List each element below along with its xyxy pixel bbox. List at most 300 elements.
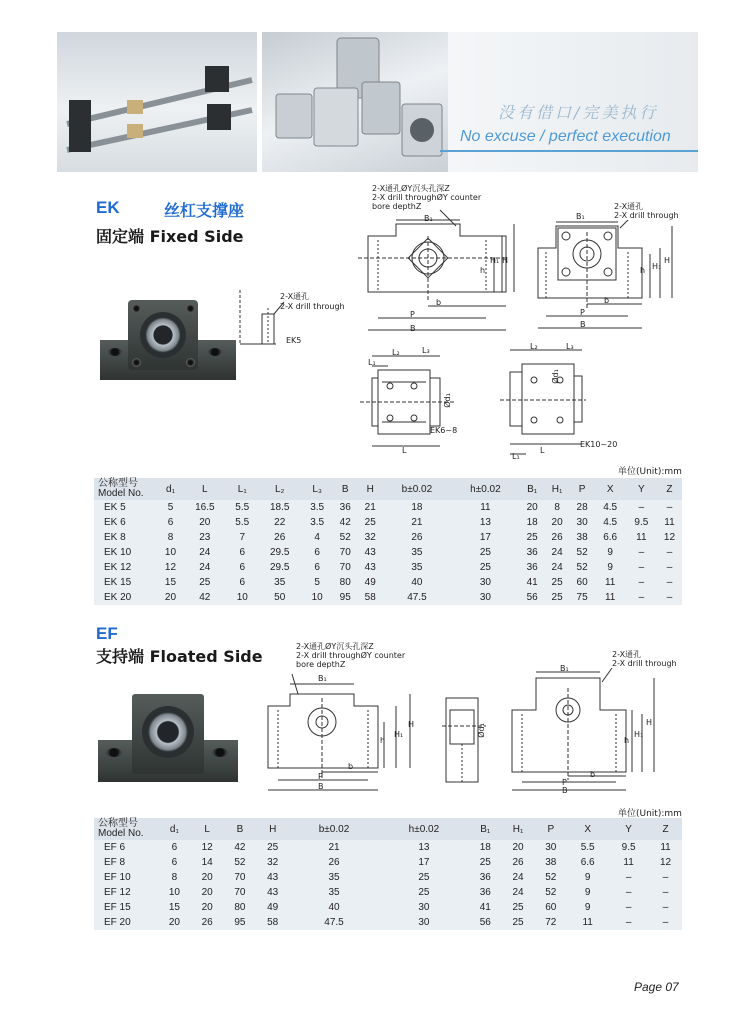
table-cell: –	[638, 547, 645, 558]
ek10-dim-l2: L₂	[530, 342, 538, 351]
table-cell: 23	[199, 532, 211, 543]
table-cell: 20	[201, 887, 213, 898]
ek-drill-label-en: 2-X drill through	[614, 211, 679, 220]
ek10-20-label: EK10~20	[580, 440, 618, 449]
table-cell: 24	[512, 872, 524, 883]
table-cell: –	[662, 917, 669, 928]
ek2-dim-h: h	[640, 266, 646, 275]
table-cell: 20	[164, 592, 177, 603]
table-cell: 30	[479, 577, 491, 588]
table-cell: 9	[584, 887, 591, 898]
ek-counterbore-label-en2: bore depthZ	[372, 202, 422, 211]
column-header: X	[584, 823, 591, 835]
table-cell: 20	[201, 872, 213, 883]
ek10-dim-l3: L₃	[566, 342, 574, 351]
table-cell: 52	[576, 547, 588, 558]
table-cell: 21	[364, 502, 376, 513]
table-cell: 3.5	[310, 517, 325, 528]
table-cell: 26	[551, 532, 563, 543]
table-cell: 6	[171, 842, 178, 853]
table-cell: –	[662, 887, 669, 898]
table-cell: 8	[167, 532, 174, 543]
table-cell: –	[625, 872, 632, 883]
table-cell: 20	[512, 842, 524, 853]
table-cell: –	[666, 502, 673, 513]
ef2-dim-b: b	[590, 770, 596, 779]
ek2-dim-p: P	[580, 308, 585, 317]
model-cell: EK 5	[104, 502, 126, 513]
table-cell: 52	[234, 857, 246, 868]
table-cell: –	[638, 592, 645, 603]
table-cell: –	[625, 902, 632, 913]
table-cell: 24	[551, 547, 563, 558]
ek-counterbore-label-en1: 2-X drill throughØY counter	[372, 193, 482, 202]
table-cell: 12	[663, 532, 676, 543]
table-cell: 5.5	[580, 842, 595, 853]
ek5-drill-label-cn: 2-X通孔	[280, 292, 310, 301]
ek-counterbore-label-cn: 2-X通孔ØY沉头孔深Z	[372, 184, 450, 193]
table-cell: 5	[167, 502, 174, 513]
ek10-dim-l1: L₁	[512, 452, 520, 461]
table-cell: 9.5	[634, 517, 649, 528]
page-number: Page 07	[634, 980, 679, 994]
table-cell: –	[662, 902, 669, 913]
table-cell: 50	[274, 592, 286, 603]
ek6-dim-l2: L₂	[392, 348, 400, 357]
column-header: b±0.02	[401, 483, 433, 495]
table-cell: 43	[364, 562, 376, 573]
table-cell: 25	[551, 577, 563, 588]
ef-dim-d1: Ød₁	[476, 723, 486, 738]
table-row	[94, 590, 682, 605]
table-row	[94, 545, 682, 560]
column-header: L	[204, 823, 210, 835]
table-cell: 70	[234, 872, 246, 883]
table-cell: 42	[199, 592, 211, 603]
table-cell: 70	[234, 887, 246, 898]
table-cell: 49	[364, 577, 376, 588]
column-header: d₁	[166, 483, 175, 495]
ef-dim-h1: H₁	[394, 730, 404, 739]
column-header: Z	[662, 823, 669, 835]
bearing-blocks-photo	[262, 32, 448, 172]
table-cell: 20	[551, 517, 563, 528]
table-cell: 43	[267, 872, 279, 883]
model-cell: EK 6	[104, 517, 126, 528]
table-cell: –	[666, 562, 673, 573]
table-cell: 25	[526, 532, 538, 543]
ef-product-photo	[98, 688, 238, 792]
table-cell: 20	[201, 902, 213, 913]
table-row	[94, 500, 682, 515]
column-header: L	[202, 483, 208, 495]
table-cell: 11	[604, 592, 616, 603]
table-cell: 49	[267, 902, 279, 913]
table-cell: –	[625, 917, 632, 928]
ef-spec-table	[94, 818, 682, 930]
table-cell: 4.5	[603, 517, 618, 528]
model-cell: EK 8	[104, 532, 126, 543]
table-cell: 24	[551, 562, 563, 573]
ef-dim-b: b	[348, 762, 354, 771]
table-row	[94, 560, 682, 575]
table-cell: 56	[479, 917, 491, 928]
table-cell: 40	[411, 577, 423, 588]
column-header: B₁	[480, 823, 491, 835]
table-cell: 11	[660, 842, 671, 853]
table-cell: 30	[479, 592, 491, 603]
table-cell: 24	[199, 562, 211, 573]
table-cell: 42	[234, 842, 246, 853]
table-cell: 25	[199, 577, 211, 588]
table-cell: 30	[418, 917, 430, 928]
table-cell: 21	[411, 517, 423, 528]
model-header-cn: 公称型号	[98, 478, 138, 489]
table-cell: 25	[364, 517, 376, 528]
table-cell: 12	[164, 562, 177, 573]
model-header-en: Model No.	[98, 488, 144, 499]
ef-dim-p: P	[318, 772, 323, 781]
table-cell: 14	[201, 857, 213, 868]
table-cell: 20	[526, 502, 538, 513]
table-cell: 26	[201, 917, 213, 928]
table-cell: 17	[418, 857, 430, 868]
table-cell: 41	[526, 577, 538, 588]
ef-dim-b1: B₁	[318, 674, 327, 683]
table-cell: 6	[239, 562, 246, 573]
ef-drill-label-en: 2-X drill through	[612, 659, 677, 668]
table-cell: 43	[364, 547, 376, 558]
table-cell: 42	[339, 517, 351, 528]
table-cell: 17	[479, 532, 491, 543]
ef-counterbore-label-en2: bore depthZ	[296, 660, 346, 669]
table-header-row	[94, 478, 682, 500]
ef2-dim-h-total: H	[646, 718, 653, 727]
table-cell: 25	[479, 857, 491, 868]
table-row	[94, 530, 682, 545]
table-cell: 32	[364, 532, 376, 543]
table-cell: 5	[314, 577, 320, 588]
model-cell: EF 8	[104, 857, 126, 868]
table-cell: 18	[411, 502, 423, 513]
ef-drill-front-view-drawing	[508, 668, 668, 794]
table-cell: –	[666, 592, 673, 603]
column-header: d₁	[169, 823, 179, 835]
table-cell: 18	[479, 842, 491, 853]
ef-counterbore-label-cn: 2-X通孔ØY沉头孔深Z	[296, 642, 374, 651]
ek2-dim-b: b	[604, 296, 610, 305]
table-cell: 35	[411, 562, 423, 573]
table-cell: 12	[201, 842, 213, 853]
column-header: b±0.02	[318, 823, 350, 835]
ef-dim-h-total: H	[408, 720, 415, 729]
model-cell: EF 12	[104, 887, 131, 898]
table-cell: 56	[526, 592, 538, 603]
table-cell: 7	[239, 532, 246, 543]
table-cell: 24	[512, 887, 524, 898]
table-cell: –	[638, 562, 645, 573]
table-cell: 60	[545, 902, 557, 913]
ef-unit-label: 单位(Unit):mm	[618, 809, 682, 819]
table-cell: 43	[267, 887, 279, 898]
ek-dim-b: b	[436, 298, 442, 307]
table-cell: 95	[234, 917, 246, 928]
table-cell: 9.5	[621, 842, 636, 853]
table-cell: 35	[328, 887, 340, 898]
table-cell: 25	[418, 887, 430, 898]
model-cell: EF 10	[104, 872, 131, 883]
column-header: B	[236, 823, 244, 835]
ek-code: EK	[96, 198, 120, 217]
table-cell: 26	[411, 532, 423, 543]
ek6-8-label: EK6~8	[430, 426, 458, 435]
table-cell: –	[638, 502, 645, 513]
table-cell: 24	[199, 547, 211, 558]
table-cell: 8	[171, 872, 178, 883]
table-cell: 11	[604, 577, 616, 588]
ef2-dim-h: h	[624, 736, 630, 745]
ek-drill-label-cn: 2-X通孔	[614, 202, 644, 211]
table-cell: 4.5	[603, 502, 618, 513]
ek-spec-table	[94, 478, 682, 605]
column-header: X	[606, 483, 614, 495]
table-row	[94, 870, 682, 885]
table-cell: 18.5	[269, 502, 290, 513]
model-header-cn: 公称型号	[98, 818, 138, 829]
table-cell: 47.5	[324, 917, 344, 928]
model-header-en: Model No.	[98, 828, 144, 839]
table-cell: 6	[171, 857, 178, 868]
ef-dim-b-total: B	[318, 782, 324, 791]
table-cell: 9	[607, 547, 613, 558]
ek6-dim-l: L	[402, 446, 407, 455]
ek2-dim-b1: B₁	[576, 212, 585, 221]
column-header: L₃	[312, 483, 322, 495]
table-cell: 25	[512, 917, 524, 928]
table-cell: 6.6	[603, 532, 618, 543]
slogan-chinese: 没有借口/完美执行	[498, 103, 659, 122]
column-header: Y	[625, 823, 632, 835]
table-cell: 6	[314, 547, 320, 558]
table-cell: 75	[576, 592, 588, 603]
table-cell: 25	[551, 592, 563, 603]
model-column-header	[94, 818, 158, 840]
column-header: H₁	[551, 483, 563, 495]
table-cell: 22	[274, 517, 286, 528]
table-cell: 6	[239, 547, 246, 558]
ek5-drill-label-en: 2-X drill through	[280, 302, 345, 311]
table-cell: 10	[236, 592, 248, 603]
ek10-20-section-drawing	[498, 342, 588, 460]
table-cell: 25	[418, 872, 430, 883]
table-cell: 36	[479, 887, 491, 898]
table-cell: 58	[267, 917, 279, 928]
table-cell: 52	[545, 872, 557, 883]
table-cell: 25	[512, 902, 524, 913]
table-cell: 20	[199, 517, 211, 528]
ek-dim-h: h	[480, 266, 486, 275]
column-header: h±0.02	[408, 823, 440, 835]
table-row	[94, 515, 682, 530]
model-cell: EF 15	[104, 902, 131, 913]
table-cell: 20	[168, 917, 180, 928]
column-header: P	[578, 483, 586, 495]
ef-dim-h: h	[380, 736, 386, 745]
table-row	[94, 855, 682, 870]
ek-dim-h-total: H	[502, 256, 509, 265]
table-cell: 13	[479, 517, 491, 528]
column-header: h±0.02	[470, 483, 501, 495]
ef2-dim-p: P	[562, 778, 567, 787]
table-cell: 3.5	[310, 502, 325, 513]
column-header: P	[547, 823, 555, 835]
ef-counterbore-label-en1: 2-X drill throughØY counter	[296, 651, 406, 660]
header-divider	[440, 150, 698, 152]
ef2-dim-h1: H₁	[634, 730, 644, 739]
table-cell: 4	[314, 532, 320, 543]
table-cell: –	[638, 577, 645, 588]
ek2-dim-h1: H₁	[652, 262, 662, 271]
model-cell: EK 10	[104, 547, 132, 558]
table-cell: 10	[168, 887, 180, 898]
ek-drill-front-view-drawing	[528, 220, 680, 340]
table-cell: 6	[167, 517, 174, 528]
table-row	[94, 575, 682, 590]
ek-chinese-name: 丝杠支撑座	[164, 201, 245, 220]
table-cell: 25	[267, 842, 279, 853]
table-cell: 8	[554, 502, 560, 513]
table-cell: 58	[364, 592, 376, 603]
table-row	[94, 900, 682, 915]
ek-product-photo	[100, 292, 236, 388]
column-header: H	[269, 823, 277, 835]
table-cell: 35	[274, 577, 286, 588]
table-cell: 52	[545, 887, 557, 898]
table-cell: 30	[418, 902, 430, 913]
column-header: B₁	[527, 483, 538, 495]
table-cell: 38	[545, 857, 557, 868]
table-cell: 28	[576, 502, 588, 513]
table-cell: 80	[234, 902, 246, 913]
ek-dim-b-total: B	[410, 324, 416, 333]
table-cell: 52	[576, 562, 588, 573]
table-cell: 70	[339, 547, 351, 558]
ballscrew-photo	[57, 32, 257, 172]
table-cell: –	[666, 577, 673, 588]
table-cell: 5.5	[235, 517, 250, 528]
table-cell: 12	[659, 857, 672, 868]
table-cell: 18	[526, 517, 538, 528]
table-cell: 6.6	[580, 857, 595, 868]
table-cell: –	[666, 547, 673, 558]
table-cell: 10	[311, 592, 323, 603]
table-cell: 72	[545, 917, 557, 928]
table-cell: 10	[164, 547, 177, 558]
table-row	[94, 840, 682, 855]
table-cell: 5.5	[235, 502, 250, 513]
table-cell: 38	[576, 532, 588, 543]
table-cell: 36	[339, 502, 351, 513]
table-cell: 25	[479, 547, 491, 558]
model-cell: EF 20	[104, 917, 131, 928]
ef-section-title: 支持端 Floated Side	[96, 647, 263, 666]
table-cell: 40	[328, 902, 340, 913]
model-cell: EK 20	[104, 592, 132, 603]
table-cell: –	[662, 872, 669, 883]
ek-section-title: 固定端 Fixed Side	[96, 227, 244, 246]
table-cell: 15	[168, 902, 180, 913]
table-cell: 60	[576, 577, 588, 588]
ef2-dim-b1: B₁	[560, 664, 569, 673]
table-cell: 52	[339, 532, 351, 543]
ek6-dim-l3: L₃	[422, 346, 430, 355]
model-cell: EK 12	[104, 562, 132, 573]
ek10-dim-d1: Ød₁	[550, 369, 560, 384]
model-cell: EF 6	[104, 842, 126, 853]
table-cell: 11	[623, 857, 634, 868]
table-cell: –	[625, 887, 632, 898]
ef-drill-label-cn: 2-X通孔	[612, 650, 642, 659]
table-cell: 26	[274, 532, 286, 543]
table-cell: 41	[479, 902, 491, 913]
table-cell: 35	[328, 872, 340, 883]
model-column-header	[94, 478, 158, 500]
column-header: H₁	[512, 823, 524, 835]
column-header: B	[341, 483, 349, 495]
table-cell: 36	[479, 872, 491, 883]
table-cell: 11	[480, 502, 491, 513]
model-cell: EK 15	[104, 577, 132, 588]
table-cell: 15	[164, 577, 177, 588]
ballscrew-illustration	[57, 32, 257, 172]
ek-unit-label: 单位(Unit):mm	[618, 467, 682, 477]
table-cell: 47.5	[407, 592, 427, 603]
table-cell: 13	[418, 842, 430, 853]
table-header-row	[94, 818, 682, 840]
ek5-label: EK5	[286, 336, 302, 345]
table-cell: 30	[545, 842, 557, 853]
table-cell: 21	[328, 842, 340, 853]
table-cell: 11	[582, 917, 593, 928]
ef2-dim-b-total: B	[562, 786, 568, 795]
ek10-dim-l: L	[540, 446, 545, 455]
ek6-dim-d1: Ød₁	[442, 393, 452, 408]
table-cell: 9	[584, 872, 591, 883]
table-row	[94, 915, 682, 930]
table-cell: 80	[339, 577, 351, 588]
table-cell: 26	[512, 857, 524, 868]
table-cell: 11	[664, 517, 675, 528]
ek-front-view-drawing	[356, 206, 520, 342]
table-cell: 32	[267, 857, 279, 868]
column-header: Y	[638, 483, 645, 495]
table-cell: 36	[526, 562, 538, 573]
table-cell: 30	[576, 517, 588, 528]
table-cell: 25	[479, 562, 491, 573]
ek-dim-b1: B₁	[424, 214, 433, 223]
table-cell: 29.5	[269, 547, 290, 558]
table-cell: 9	[584, 902, 591, 913]
column-header: H	[366, 483, 374, 495]
table-cell: 26	[328, 857, 340, 868]
ek-dim-p: P	[410, 310, 415, 319]
ef-code: EF	[96, 624, 118, 643]
table-cell: 9	[607, 562, 613, 573]
table-cell: 36	[526, 547, 538, 558]
column-header: L₂	[274, 483, 285, 495]
table-cell: 11	[636, 532, 647, 543]
table-cell: 29.5	[269, 562, 290, 573]
